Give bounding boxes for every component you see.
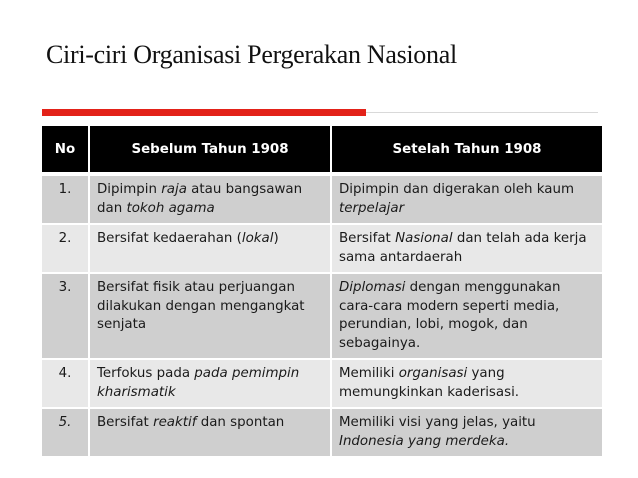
table-header-row <box>42 126 602 174</box>
cell-before-1908: Terfokus pada pada pemimpin kharismatik <box>89 359 331 408</box>
table-row <box>42 174 602 224</box>
table-row <box>42 273 602 359</box>
row-number: 4. <box>42 359 89 408</box>
cell-after-1908: Dipimpin dan digerakan oleh kaum terpelajar <box>331 174 602 224</box>
slide-title: Ciri-ciri Organisasi Pergerakan Nasional <box>46 40 457 69</box>
cell-before-1908: Bersifat kedaerahan (lokal) <box>89 224 331 273</box>
table-body <box>42 174 602 456</box>
cell-after-1908: Bersifat Nasional dan telah ada kerja sama antardaerah <box>331 224 602 273</box>
row-number: 2. <box>42 224 89 273</box>
cell-before-1908: Bersifat fisik atau perjuangan dilakukan dengan mengangkat senjata <box>89 273 331 359</box>
cell-before-1908: Dipimpin raja atau bangsawan dan tokoh agama <box>89 174 331 224</box>
cell-before-1908: Bersifat reaktif dan spontan <box>89 408 331 456</box>
row-number: 5. <box>42 408 89 456</box>
header-after-1908: Setelah Tahun 1908 <box>331 126 602 174</box>
table-row <box>42 359 602 408</box>
cell-after-1908: Memiliki visi yang jelas, yaitu Indonesia yang merdeka. <box>331 408 602 456</box>
header-no: No <box>42 126 89 174</box>
header-before-1908: Sebelum Tahun 1908 <box>89 126 331 174</box>
cell-after-1908: Memiliki organisasi yang memungkinkan kaderisasi. <box>331 359 602 408</box>
row-number: 1. <box>42 174 89 224</box>
row-number: 3. <box>42 273 89 359</box>
table-row <box>42 408 602 456</box>
table-row <box>42 224 602 273</box>
comparison-table <box>42 126 602 456</box>
cell-after-1908: Diplomasi dengan menggunakan cara-cara modern seperti media, perundian, lobi, mogok, dan sebagainya. <box>331 273 602 359</box>
accent-bar <box>42 109 366 116</box>
